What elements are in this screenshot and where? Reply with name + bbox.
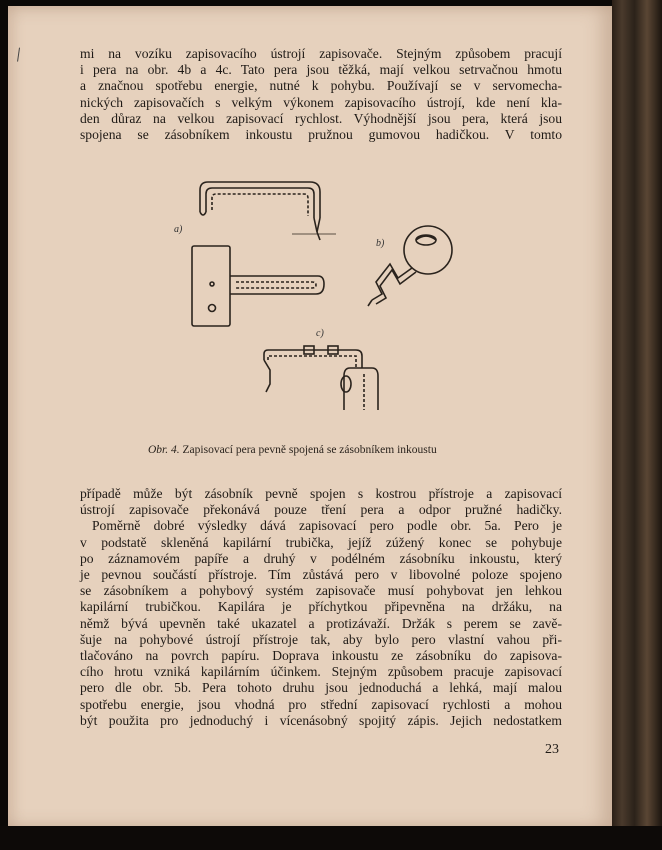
label-b: b) [376,238,385,249]
text-line: v podstatě skleněná kapilární trubička, jejíž zúžený konec se pohybuje [80,534,562,550]
reservoir-a-drawing [192,246,324,326]
caption-number: Obr. 4. [148,444,180,456]
text-line: mi na vozíku zapisovacího ústrojí zapisovače. Stejným způsobem pracují [80,46,562,61]
text-line: spotřebu energie, jsou vhodná pro střední zapisovací rychlosti a mohou [80,696,562,712]
text-line: spojena se zásobníkem inkoustu pružnou gumovou hadičkou. V tomto [80,127,562,143]
pen-illustration [160,170,480,410]
caption-text: Zapisovací pera pevně spojená se zásobníkem inkoustu [182,444,437,456]
text-line: den důraz na velkou zapisovací rychlost. Výhodnější jsou pera, která jsou [80,110,562,126]
text-line: po záznamovém papíře a druhý v podélném zásobníku inkoustu, který [80,550,562,566]
text-line: pero dle obr. 5b. Pera tohoto druhu jsou jednoduchá a lehká, mají malou [80,680,562,696]
figure-caption [148,444,508,456]
label-a: a) [174,224,183,235]
text-line: i pera na obr. 4b a 4c. Tato pera jsou těžká, mají velkou setrvačnou hmotu [80,62,562,78]
bottom-background [0,826,662,850]
text-line: ústrojí zapisovače překonává pouze tření pera a odpor pružné hadičky. [80,502,562,518]
text-line: Poměrně dobré výsledky dává zapisovací pero podle obr. 5a. Pero je [92,518,562,534]
text-line: kapilární trubičkou. Kapilára je příchytkou připevněna na držáku, na [80,599,562,615]
text-line: a značnou spotřebu energie, nutné k pohybu. Používají se v servomecha- [80,78,562,94]
text-line: se zásobníkem a pohybový systém zapisovače musí pohybovat jen lehkou [80,583,562,599]
page-number: 23 [545,742,559,757]
text-line: je pevnou součástí přístroje. Tím zůstává pero v libovolné poloze spojeno [80,567,562,583]
text-line: tlačováno na povrch papíru. Doprava inkoustu ze zásobníku do zapisova- [80,648,562,664]
pen-a-drawing [200,182,336,240]
text-line: šuje na pohybové ústrojí přístroje tak, aby bylo pero vlastní vahou při- [80,631,562,647]
bottom-paragraph [80,486,562,729]
page-edge-background [612,0,662,850]
pen-c-drawing [264,346,378,410]
text-line: cího hrotu vzniká kapilárním účinkem. Stejným způsobem pracuje zapisovací [80,664,562,680]
text-line: být použita pro jednoduchý i vícenásobný spojitý zápis. Jejich nedostatkem [80,712,562,728]
text-line: němž bývá upevněn také ukazatel a protizávaží. Držák s perem se zavě- [80,615,562,631]
label-c: c) [316,328,324,339]
text-line: nických zapisovačích s velkým výkonem zapisovacího ústrojí, kde není kla- [80,94,562,110]
top-paragraph [80,46,562,143]
text-line: případě může být zásobník pevně spojen s kostrou přístroje a zapisovací [80,486,562,501]
